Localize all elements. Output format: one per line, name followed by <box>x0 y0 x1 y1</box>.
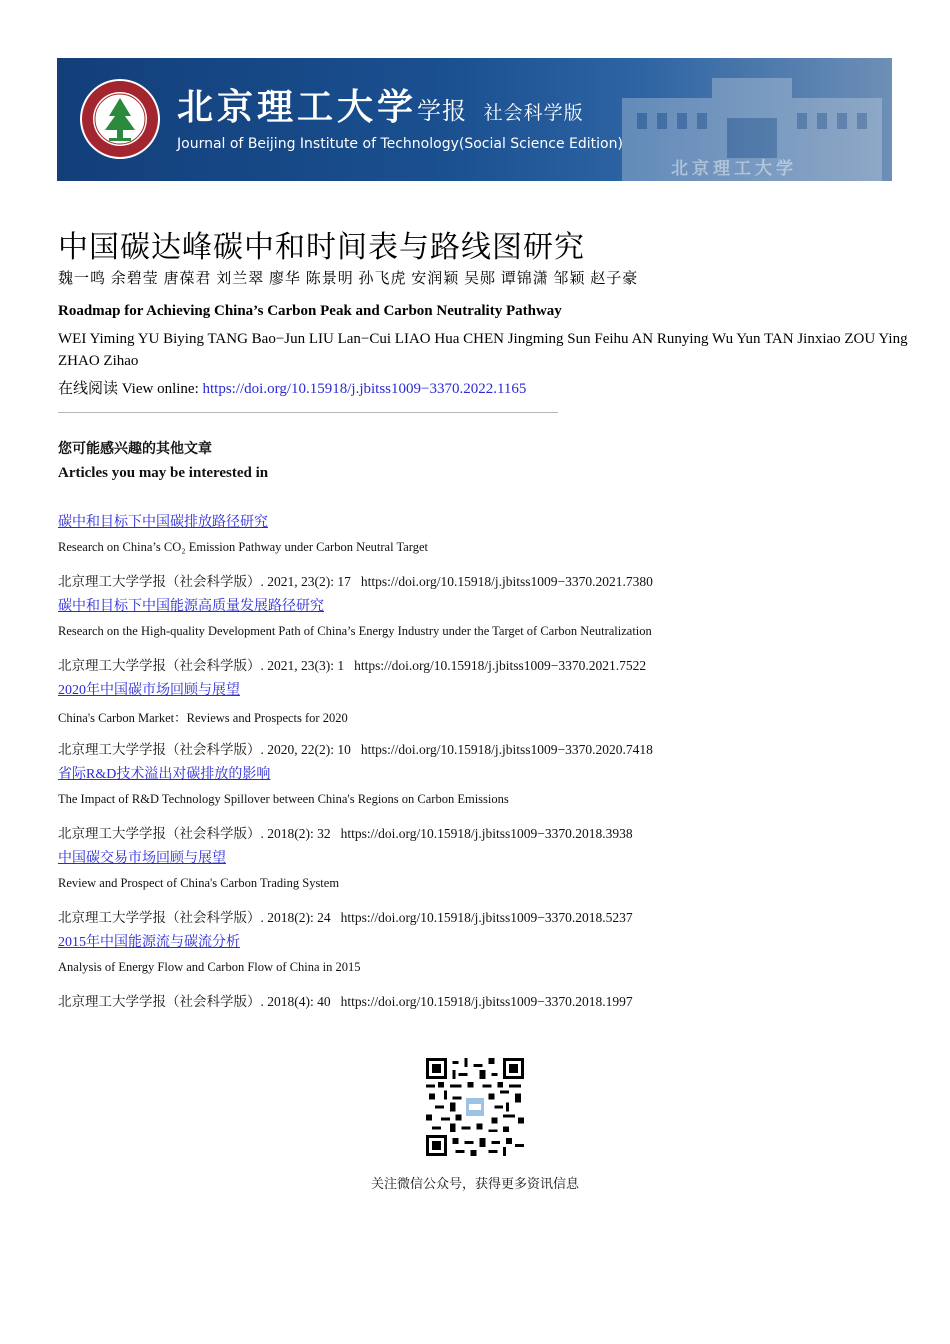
related-article-title-en: China's Carbon Market：Reviews and Prospects for 2020 <box>58 711 348 725</box>
related-article <box>58 679 918 763</box>
related-article-title-link[interactable]: 省际R&D技术溢出对碳排放的影响 <box>58 767 271 782</box>
journal-title-xuebao: 学报 <box>417 97 468 125</box>
citation-text: 北京理工大学学报（社会科学版）. 2021, 23(3): 1 <box>58 658 345 673</box>
article-title-en: Roadmap for Achieving China’s Carbon Peak and Carbon Neutrality Pathway <box>58 303 562 319</box>
wechat-qr-code <box>426 1058 524 1156</box>
doi-link[interactable]: https://doi.org/10.15918/j.jbitss1009−3370.2021.7522 <box>354 658 647 673</box>
related-article-citation <box>58 570 653 590</box>
journal-banner <box>57 58 892 181</box>
related-article-title-link[interactable]: 碳中和目标下中国能源高质量发展路径研究 <box>58 599 324 614</box>
related-articles-list <box>58 511 918 1015</box>
related-article-title-en: Analysis of Energy Flow and Carbon Flow of China in 2015 <box>58 960 361 974</box>
related-article-title-link[interactable]: 中国碳交易市场回顾与展望 <box>58 851 226 866</box>
divider <box>58 412 558 413</box>
related-article <box>58 511 918 595</box>
journal-title-cn <box>177 88 584 133</box>
related-article-title-en: Research on the High-quality Development Path of China’s Energy Industry under the Target of Carbon Neutralization <box>58 624 652 638</box>
journal-title-en: Journal of Beijing Institute of Technology(Social Science Edition) <box>177 136 623 152</box>
doi-link[interactable]: https://doi.org/10.15918/j.jbitss1009−3370.2018.5237 <box>340 910 633 925</box>
related-article-title-link[interactable]: 碳中和目标下中国碳排放路径研究 <box>58 515 268 530</box>
article-title-cn: 中国碳达峰碳中和时间表与路线图研究 <box>58 230 585 265</box>
view-online-link[interactable]: https://doi.org/10.15918/j.jbitss1009−3370.2022.1165 <box>202 381 527 397</box>
related-heading-en: Articles you may be interested in <box>58 465 269 481</box>
citation-text: 北京理工大学学报（社会科学版）. 2018(2): 24 <box>58 910 331 925</box>
banner-watermark: 北京理工大学 <box>671 159 797 179</box>
related-article-title-link[interactable]: 2020年中国碳市场回顾与展望 <box>58 683 240 698</box>
related-article <box>58 847 918 931</box>
related-article-title-en: Research on China’s CO₂ Emission Pathway under Carbon Neutral Target <box>58 540 428 554</box>
doi-link[interactable]: https://doi.org/10.15918/j.jbitss1009−3370.2021.7380 <box>360 574 653 589</box>
related-article-citation <box>58 654 646 674</box>
journal-title-main: 北京理工大学 <box>177 87 418 128</box>
related-heading-cn: 您可能感兴趣的其他文章 <box>58 441 212 457</box>
related-article-citation <box>58 738 653 758</box>
related-article-title-en: Review and Prospect of China's Carbon Trading System <box>58 876 340 890</box>
citation-text: 北京理工大学学报（社会科学版）. 2018(2): 32 <box>58 826 331 841</box>
view-online <box>58 377 526 398</box>
doi-link[interactable]: https://doi.org/10.15918/j.jbitss1009−3370.2020.7418 <box>360 742 653 757</box>
related-article-citation <box>58 822 633 842</box>
related-article <box>58 931 918 1015</box>
qr-caption: 关注微信公众号，获得更多资讯信息 <box>370 1176 579 1191</box>
related-article-citation <box>58 906 633 926</box>
related-article <box>58 763 918 847</box>
article-authors-en: WEI Yiming YU Biying TANG Bao−Jun LIU Lan−Cui LIAO Hua CHEN Jingming Sun Feihu AN Runying Wu Yun TAN Jinxiao ZOU Ying ZHAO Zihao <box>58 331 908 369</box>
doi-link[interactable]: https://doi.org/10.15918/j.jbitss1009−3370.2018.1997 <box>340 994 633 1009</box>
doi-link[interactable]: https://doi.org/10.15918/j.jbitss1009−3370.2018.3938 <box>340 826 633 841</box>
related-article-title-link[interactable]: 2015年中国能源流与碳流分析 <box>58 935 240 950</box>
citation-text: 北京理工大学学报（社会科学版）. 2021, 23(2): 17 <box>58 574 351 589</box>
related-article <box>58 595 918 679</box>
citation-text: 北京理工大学学报（社会科学版）. 2018(4): 40 <box>58 994 331 1009</box>
related-article-citation <box>58 990 633 1010</box>
related-article-title-en: The Impact of R&D Technology Spillover between China's Regions on Carbon Emissions <box>58 792 509 806</box>
university-seal-logo <box>79 78 161 160</box>
article-authors-cn: 魏一鸣 余碧莹 唐葆君 刘兰翠 廖华 陈景明 孙飞虎 安润颖 吴郧 谭锦潇 邹颖 赵子豪 <box>58 271 639 287</box>
view-online-label: 在线阅读 View online: <box>58 381 203 397</box>
journal-edition: 社会科学版 <box>483 102 584 124</box>
citation-text: 北京理工大学学报（社会科学版）. 2020, 22(2): 10 <box>58 742 351 757</box>
